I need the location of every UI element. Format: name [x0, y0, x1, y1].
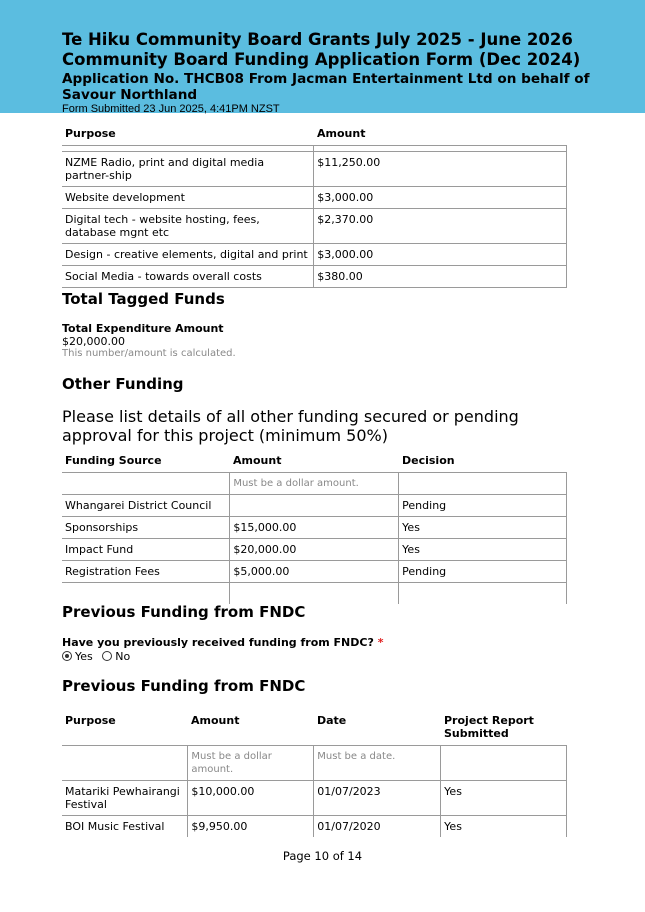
report-cell: Yes — [441, 781, 567, 816]
submitted-timestamp: Form Submitted 23 Jun 2025, 4:41PM NZST — [62, 103, 280, 115]
col-header-funding-source: Funding Source — [65, 454, 162, 467]
report-cell: Yes — [441, 816, 567, 838]
amount-cell: $3,000.00 — [314, 244, 567, 266]
expenses-section — [62, 122, 567, 288]
amount-cell: $15,000.00 — [230, 517, 399, 539]
col-header-decision: Decision — [402, 454, 455, 467]
col-header-report: Project Report Submitted — [444, 714, 534, 740]
table-row — [62, 781, 567, 816]
decision-cell: Pending — [399, 495, 567, 517]
table-row — [62, 816, 567, 838]
total-expenditure-label: Total Expenditure Amount — [62, 322, 224, 335]
page-header — [0, 0, 645, 113]
radio-selected-icon[interactable] — [62, 651, 72, 661]
date-cell: 01/07/2023 — [314, 781, 441, 816]
col-header-amount: Amount — [233, 454, 282, 467]
purpose-cell: Website development — [62, 187, 314, 209]
purpose-cell: NZME Radio, print and digital media partner-ship — [62, 152, 314, 187]
date-cell: 01/07/2020 — [314, 816, 441, 838]
table-row — [62, 517, 567, 539]
amount-hint: Must be a dollar amount. — [230, 473, 399, 495]
total-tagged-heading: Total Tagged Funds — [62, 290, 225, 308]
amount-cell: $11,250.00 — [314, 152, 567, 187]
amount-cell: $3,000.00 — [314, 187, 567, 209]
calculated-note: This number/amount is calculated. — [62, 348, 236, 359]
previous-funding-question — [62, 636, 567, 663]
table-row — [62, 495, 567, 517]
previous-funding-question-heading: Previous Funding from FNDC — [62, 603, 306, 621]
source-cell: Sponsorships — [62, 517, 230, 539]
amount-cell: $10,000.00 — [188, 781, 314, 816]
table-row — [62, 561, 567, 583]
source-cell: Registration Fees — [62, 561, 230, 583]
form-title: Community Board Funding Application Form (Dec 2024) — [62, 50, 581, 69]
source-cell: Whangarei District Council — [62, 495, 230, 517]
table-row — [62, 244, 567, 266]
source-cell: Impact Fund — [62, 539, 230, 561]
expenses-rows — [62, 145, 567, 288]
purpose-cell: Digital tech - website hosting, fees, database mgnt etc — [62, 209, 314, 244]
total-expenditure — [62, 322, 567, 360]
other-funding-table — [62, 449, 567, 472]
purpose-cell: Matariki Pewhairangi Festival — [62, 781, 188, 816]
other-funding-heading: Other Funding — [62, 375, 184, 393]
grant-title: Te Hiku Community Board Grants July 2025 - June 2026 — [62, 30, 573, 49]
table-row — [62, 473, 567, 495]
decision-cell: Pending — [399, 561, 567, 583]
decision-cell: Yes — [399, 517, 567, 539]
previous-funding-section — [62, 709, 567, 837]
table-row — [62, 187, 567, 209]
date-hint: Must be a date. — [314, 746, 441, 781]
decision-cell: Yes — [399, 539, 567, 561]
table-row — [62, 266, 567, 288]
table-row — [62, 209, 567, 244]
other-funding-rows — [62, 472, 567, 604]
radio-no[interactable]: No — [102, 650, 130, 663]
question-text: Have you previously received funding from FNDC? — [62, 636, 374, 649]
other-funding-section — [62, 449, 567, 604]
amount-cell: $2,370.00 — [314, 209, 567, 244]
expenses-table — [62, 122, 567, 145]
radio-yes[interactable]: Yes — [62, 650, 93, 663]
purpose-cell: Design - creative elements, digital and print — [62, 244, 314, 266]
other-funding-description: Please list details of all other funding secured or pending approval for this project (minimum 50%) — [62, 407, 519, 445]
page-number: Page 10 of 14 — [282, 849, 363, 863]
col-header-amount: Amount — [317, 127, 366, 140]
col-header-purpose: Purpose — [65, 714, 116, 727]
previous-funding-rows — [62, 745, 567, 837]
total-expenditure-value: $20,000.00 — [62, 335, 125, 348]
table-row — [62, 539, 567, 561]
required-mark: * — [377, 636, 384, 649]
previous-funding-table — [62, 709, 567, 745]
table-row — [62, 746, 567, 781]
purpose-cell: Social Media - towards overall costs — [62, 266, 314, 288]
amount-cell: $9,950.00 — [188, 816, 314, 838]
amount-cell: $20,000.00 — [230, 539, 399, 561]
table-row — [62, 583, 567, 604]
amount-cell — [230, 495, 399, 517]
col-header-amount: Amount — [191, 714, 240, 727]
previous-funding-table-heading: Previous Funding from FNDC — [62, 677, 306, 695]
amount-hint: Must be a dollar amount. — [188, 746, 314, 781]
amount-cell: $5,000.00 — [230, 561, 399, 583]
radio-unselected-icon[interactable] — [102, 651, 112, 661]
col-header-date: Date — [317, 714, 347, 727]
application-title: Application No. THCB08 From Jacman Entertainment Ltd on behalf of Savour Northland — [62, 71, 590, 103]
table-row — [62, 152, 567, 187]
radio-group — [62, 650, 567, 663]
purpose-cell: BOI Music Festival — [62, 816, 188, 838]
col-header-purpose: Purpose — [65, 127, 116, 140]
amount-cell: $380.00 — [314, 266, 567, 288]
